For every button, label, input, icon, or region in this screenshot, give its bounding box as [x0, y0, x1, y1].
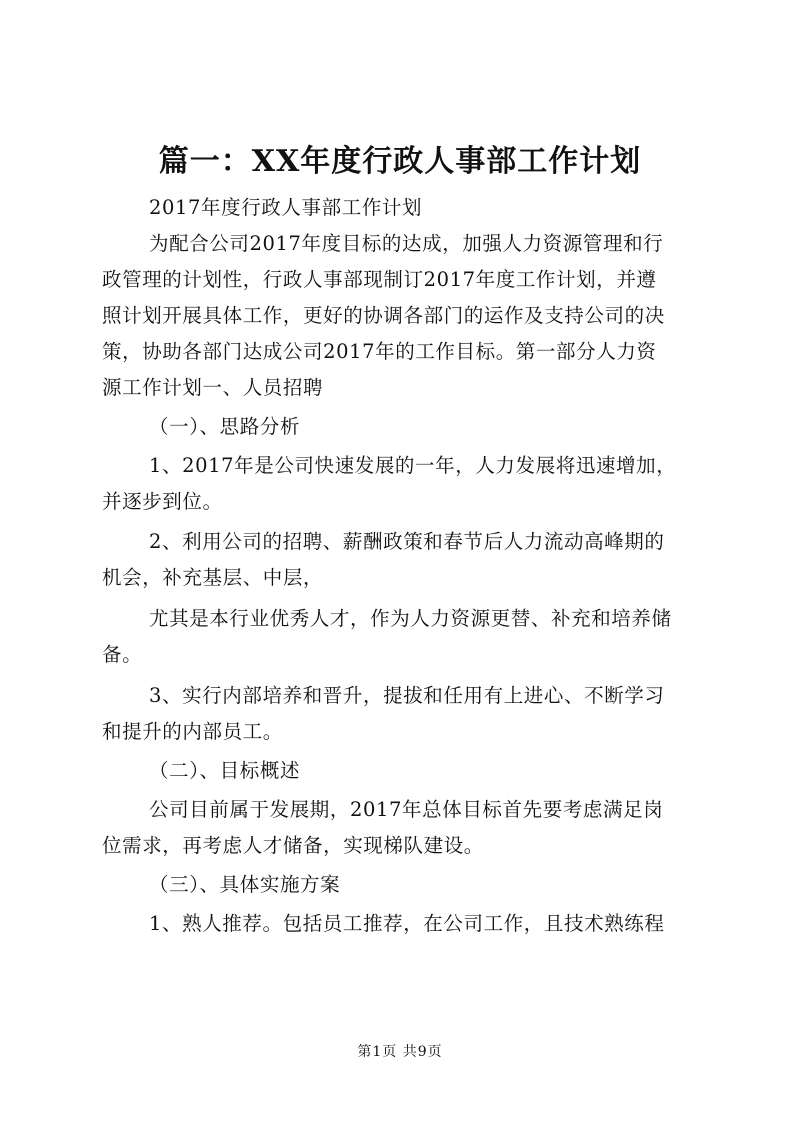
text-line: 1、2017年是公司快速发展的一年，人力发展将迅速增加， — [149, 454, 677, 477]
body-text — [102, 190, 702, 942]
text-line: 源工作计划一、人员招聘 — [102, 376, 324, 399]
text-line: 位需求，再考虑人才储备，实现梯队建设。 — [102, 834, 484, 857]
text-line: 并逐步到位。 — [102, 490, 223, 513]
document-title: 篇一：XX年度行政人事部工作计划 — [158, 144, 642, 179]
text-line: （三）、具体实施方案 — [149, 873, 341, 896]
text-line: 机会，补充基层、中层， — [102, 566, 324, 589]
text-line: 3、实行内部培养和晋升，提拔和任用有上进心、不断学习 — [149, 684, 665, 707]
text-line: 公司目前属于发展期，2017年总体目标首先要考虑满足岗 — [149, 798, 664, 821]
text-line: 和提升的内部员工。 — [102, 720, 283, 743]
text-line: （二）、目标概述 — [149, 759, 301, 782]
text-line: 备。 — [102, 643, 143, 666]
text-line: 政管理的计划性，行政人事部现制订2017年度工作计划，并遵 — [102, 268, 657, 291]
text-line: 2、利用公司的招聘、薪酬政策和春节后人力流动高峰期的 — [149, 530, 665, 553]
text-line: 为配合公司2017年度目标的达成，加强人力资源管理和行 — [149, 232, 664, 255]
text-line: 2017年度行政人事部工作计划 — [149, 196, 423, 219]
text-line: （一）、思路分析 — [149, 415, 301, 438]
text-line: 照计划开展具体工作，更好的协调各部门的运作及支持公司的决 — [102, 304, 665, 327]
text-line: 1、熟人推荐。包括员工推荐，在公司工作，且技术熟练程 — [149, 912, 665, 935]
text-line: 策，协助各部门达成公司2017年的工作目标。第一部分人力资 — [102, 340, 657, 363]
text-line: 尤其是本行业优秀人才，作为人力资源更替、补充和培养储 — [149, 607, 672, 630]
page-footer: 第1页 共9页 — [357, 1044, 443, 1060]
